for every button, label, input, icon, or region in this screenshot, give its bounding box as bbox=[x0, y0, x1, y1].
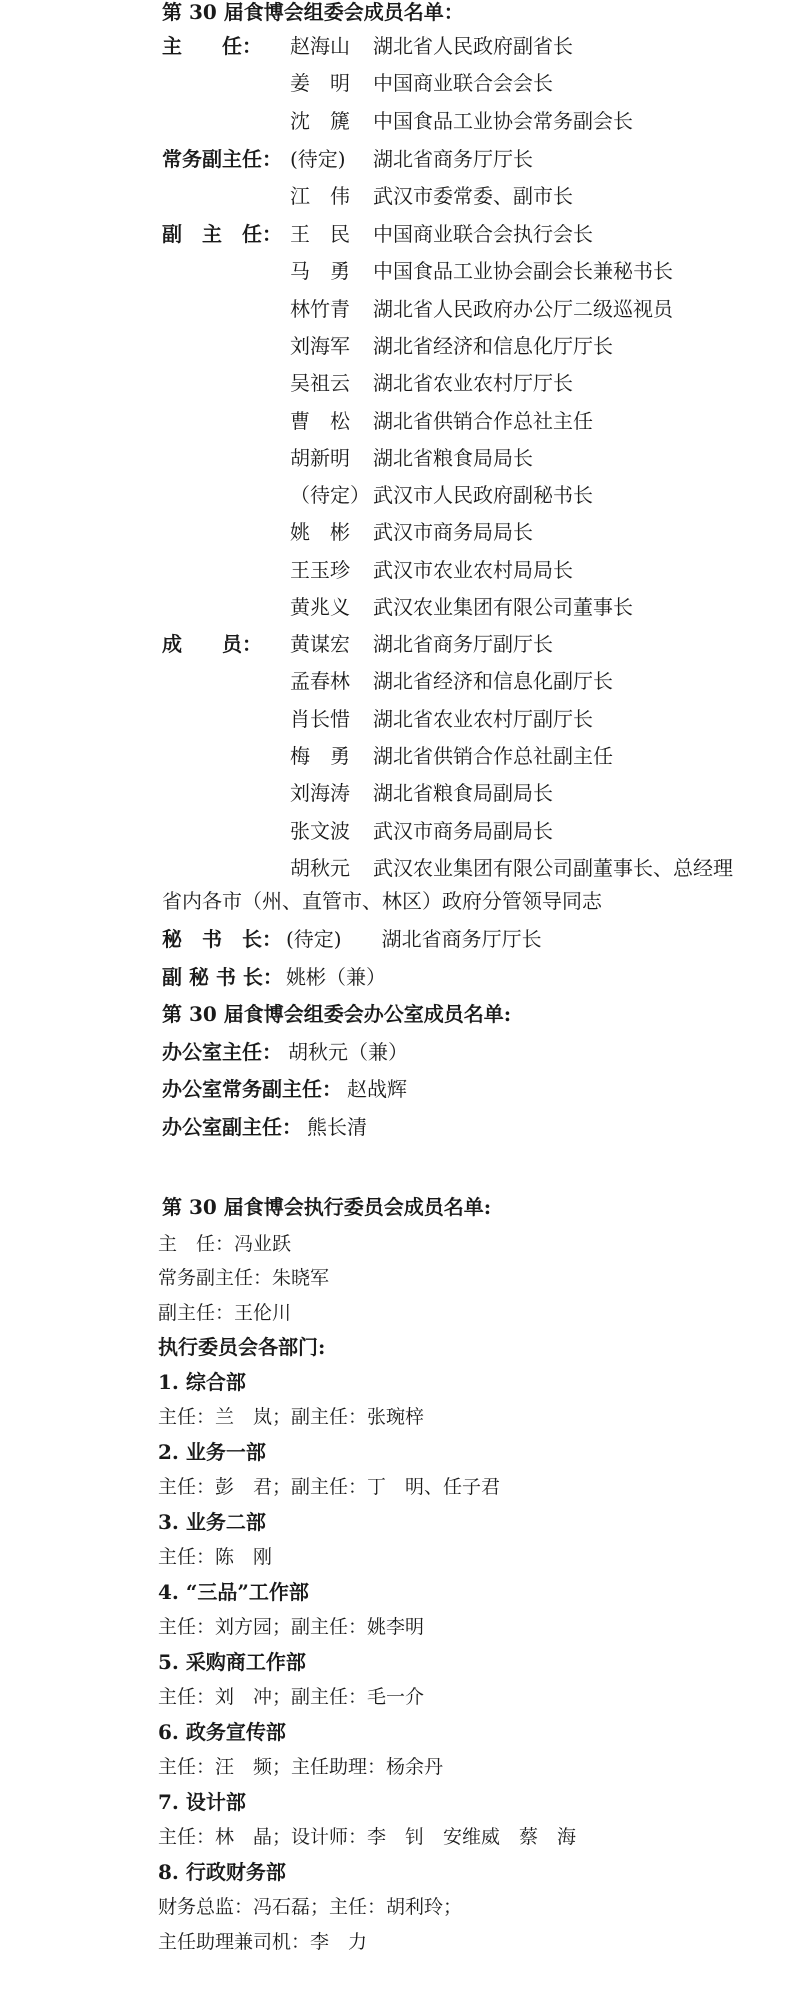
member-title: 湖北省经济和信息化厅厅长 bbox=[373, 334, 613, 358]
member-name: 马 勇 bbox=[290, 259, 350, 283]
department-staff-line: 主任：兰 岚；副主任：张琬梓 bbox=[158, 1406, 425, 1428]
member-title: 武汉农业集团有限公司董事长 bbox=[373, 595, 633, 619]
department-staff-line: 主任：陈 刚 bbox=[158, 1546, 273, 1568]
member-name: 王 民 bbox=[290, 222, 350, 246]
member-title: 湖北省粮食局副局长 bbox=[373, 781, 553, 805]
office-list-title: 第 30 届食博会组委会办公室成员名单: bbox=[162, 1002, 512, 1026]
executive-director-line: 主 任：冯业跃 bbox=[158, 1233, 292, 1255]
member-name: 吴祖云 bbox=[290, 371, 350, 395]
role-label-director: 主 任： bbox=[162, 34, 262, 58]
member-name: 黄兆义 bbox=[290, 595, 350, 619]
role-label-member: 成 员： bbox=[162, 632, 262, 656]
department-staff-line: 主任助理兼司机：李 力 bbox=[158, 1931, 368, 1953]
member-name: 姚 彬 bbox=[290, 520, 350, 544]
member-title: 中国食品工业协会副会长兼秘书长 bbox=[373, 259, 673, 283]
deputy-secretary-general-label: 副 秘 书 长： bbox=[162, 965, 283, 989]
member-name: 江 伟 bbox=[290, 184, 350, 208]
member-title: 武汉农业集团有限公司副董事长、总经理 bbox=[373, 856, 733, 880]
member-name: 胡新明 bbox=[290, 446, 350, 470]
member-name: 张文波 bbox=[290, 819, 350, 843]
member-name: 肖长惜 bbox=[290, 707, 350, 731]
department-staff-line: 主任：刘方园；副主任：姚李明 bbox=[158, 1616, 425, 1638]
member-title: 湖北省供销合作总社主任 bbox=[373, 409, 593, 433]
department-staff-line: 主任：刘 冲；副主任：毛一介 bbox=[158, 1686, 425, 1708]
member-title: 武汉市商务局副局长 bbox=[373, 819, 553, 843]
member-title: 湖北省农业农村厅副厅长 bbox=[373, 707, 593, 731]
member-name: 林竹青 bbox=[290, 297, 350, 321]
member-name: 沈 篪 bbox=[290, 109, 350, 133]
department-heading: 8. 行政财务部 bbox=[158, 1860, 286, 1884]
office-director-value: 胡秋元（兼） bbox=[288, 1040, 408, 1064]
member-name: 刘海军 bbox=[290, 334, 350, 358]
department-staff-line: 财务总监：冯石磊；主任：胡利玲； bbox=[158, 1896, 463, 1918]
office-director-label: 办公室主任： bbox=[162, 1040, 282, 1064]
department-heading: 3. 业务二部 bbox=[158, 1510, 266, 1534]
department-heading: 4. “三品”工作部 bbox=[158, 1580, 309, 1604]
office-exec-deputy-label: 办公室常务副主任： bbox=[162, 1077, 342, 1101]
department-staff-line: 主任：彭 君；副主任：丁 明、任子君 bbox=[158, 1476, 501, 1498]
member-name: 赵海山 bbox=[290, 34, 350, 58]
executive-list-title: 第 30 届食博会执行委员会成员名单: bbox=[162, 1195, 492, 1219]
member-name: 姜 明 bbox=[290, 71, 350, 95]
member-title: 中国商业联合会执行会长 bbox=[373, 222, 593, 246]
deputy-secretary-general-value: 姚彬（兼） bbox=[286, 965, 386, 989]
department-heading: 6. 政务宣传部 bbox=[158, 1720, 286, 1744]
member-title: 湖北省商务厅副厅长 bbox=[373, 632, 553, 656]
role-label-deputy: 副 主 任： bbox=[162, 222, 282, 246]
member-title: 中国商业联合会会长 bbox=[373, 71, 553, 95]
secretary-general-value: (待定) 湖北省商务厅厅长 bbox=[286, 927, 542, 951]
member-title: 武汉市商务局局长 bbox=[373, 520, 533, 544]
executive-exec-deputy-line: 常务副主任：朱晓军 bbox=[158, 1267, 330, 1289]
departments-heading: 执行委员会各部门: bbox=[158, 1335, 326, 1359]
member-title: 湖北省人民政府办公厅二级巡视员 bbox=[373, 297, 673, 321]
member-name: 王玉珍 bbox=[290, 558, 350, 582]
member-title: 武汉市农业农村局局长 bbox=[373, 558, 573, 582]
executive-deputy-line: 副主任：王伦川 bbox=[158, 1302, 292, 1324]
department-heading: 2. 业务一部 bbox=[158, 1440, 266, 1464]
member-title: 武汉市人民政府副秘书长 bbox=[373, 483, 593, 507]
member-name: 曹 松 bbox=[290, 409, 350, 433]
member-title: 武汉市委常委、副市长 bbox=[373, 184, 573, 208]
member-title: 湖北省商务厅厅长 bbox=[373, 147, 533, 171]
office-deputy-value: 熊长清 bbox=[307, 1115, 367, 1139]
office-deputy-label: 办公室副主任： bbox=[162, 1115, 302, 1139]
secretary-general-label: 秘 书 长： bbox=[162, 927, 282, 951]
member-name: （待定） bbox=[290, 483, 370, 507]
department-heading: 5. 采购商工作部 bbox=[158, 1650, 306, 1674]
member-name: (待定) bbox=[290, 147, 346, 171]
member-title: 湖北省供销合作总社副主任 bbox=[373, 744, 613, 768]
department-staff-line: 主任：林 晶；设计师：李 钊 安维威 蔡 海 bbox=[158, 1826, 577, 1848]
member-name: 刘海涛 bbox=[290, 781, 350, 805]
member-title: 湖北省经济和信息化副厅长 bbox=[373, 669, 613, 693]
member-title: 中国食品工业协会常务副会长 bbox=[373, 109, 633, 133]
department-heading: 1. 综合部 bbox=[158, 1370, 246, 1394]
member-title: 湖北省人民政府副省长 bbox=[373, 34, 573, 58]
member-name: 胡秋元 bbox=[290, 856, 350, 880]
member-name: 梅 勇 bbox=[290, 744, 350, 768]
provincial-leaders-note: 省内各市（州、直管市、林区）政府分管领导同志 bbox=[162, 889, 602, 913]
office-exec-deputy-value: 赵战辉 bbox=[347, 1077, 407, 1101]
member-name: 孟春林 bbox=[290, 669, 350, 693]
department-staff-line: 主任：汪 频；主任助理：杨余丹 bbox=[158, 1756, 444, 1778]
committee-list-title: 第 30 届食博会组委会成员名单： bbox=[162, 0, 464, 24]
member-title: 湖北省农业农村厅厅长 bbox=[373, 371, 573, 395]
role-label-exec-deputy: 常务副主任： bbox=[162, 147, 282, 171]
member-title: 湖北省粮食局局长 bbox=[373, 446, 533, 470]
member-name: 黄谋宏 bbox=[290, 632, 350, 656]
department-heading: 7. 设计部 bbox=[158, 1790, 246, 1814]
